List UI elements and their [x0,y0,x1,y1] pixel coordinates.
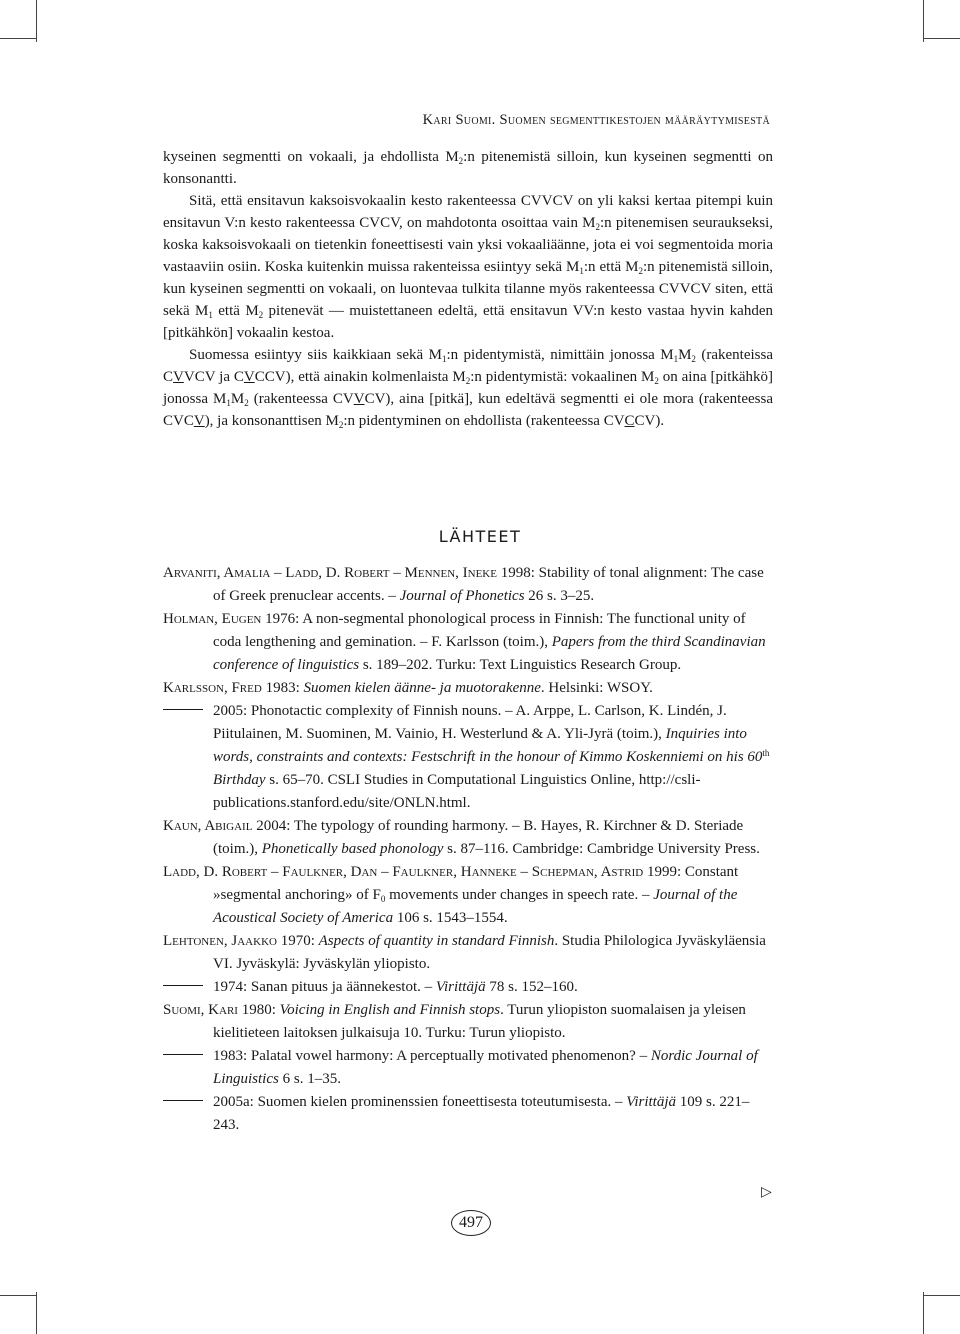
reference-list [163,562,773,1137]
ditto-dash [163,1100,203,1101]
crop-mark [923,0,924,42]
reference-entry: Arvaniti, Amalia – Ladd, D. Robert – Mennen, Ineke 1998: Stability of tonal alignment: The case of Greek prenuclear accents. – Journal of Phonetics 26 s. 3–25. [163,565,764,604]
reference-title: Voicing in English and Finnish stops [279,1002,501,1018]
reference-title: Inquiries into words, constraints and contexts: Festschrift in the honour of Kimmo Koskenniemi on his 60 [213,726,763,765]
references-heading: LÄHTEET [438,527,522,546]
page-number: 497 [451,1210,491,1236]
paragraph: Sitä, että ensitavun kaksoisvokaalin kesto rakenteessa CVVCV on yli kaksi kertaa pitempi kuin ensitavun V:n kesto rakenteessa CVCV, on mahdotonta osoittaa vain $M_2:n$ pitenemisen seuraukseksi, koska kaksoisvokaali on tietenkin foneettisesti vain yksi vokaaliäänne, jota ei voi segmentoida moria vastaaviin osiin. Koska kuitenkin muissa rakenteissa esiintyy sekä $M_1:n$ että $M_2:n$ pitenemistä silloin, kun kyseinen segmentti on vokaali, on luontevaa tulkita tilanne myös rakenteessa CVVCV siten, että sekä $M_1$ että $M_2$ pitenevät — muistettaneen edeltä, että ensitavun VV:n kesto vastaa hyvin kahden [pitkähkön] vokaalin kestoa. [163,193,774,341]
crop-mark [36,1292,37,1334]
crop-mark [923,1292,924,1334]
reference-entry: 2005a: Suomen kielen prominenssien foneettisesta toteutumisesta. – Virittäjä 109 s. 221–243. [163,1091,773,1137]
running-head: Kari Suomi. Suomen segmenttikestojen määräytymisestä [422,112,770,128]
reference-author: Arvaniti, Amalia – Ladd, D. Robert – Mennen, Ineke [163,565,497,581]
crop-mark [924,38,960,39]
reference-author: Karlsson, Fred [163,680,262,696]
next-page-arrow-icon: ▷ [761,1185,772,1200]
crop-mark [0,1295,36,1296]
reference-title: Papers from the third Scandinavian conference of linguistics [213,634,766,673]
reference-title: Journal of the Acoustical Society of America [213,887,738,926]
reference-entry: Ladd, D. Robert – Faulkner, Dan – Faulkner, Hanneke – Schepman, Astrid 1999: Constant »segmental anchoring» of $F_0$ movements under changes in speech rate. – Journal of the Acoustical Society of America 106 s. 1543–1554. [163,864,739,926]
reference-entry: Suomi, Kari 1980: Voicing in English and Finnish stops. Turun yliopiston suomalaisen ja yleisen kielitieteen laitoksen julkaisuja 10. Turku: Turun yliopisto. [163,1002,746,1041]
paragraph: kyseinen segmentti on vokaali, ja ehdollista $M_2:n$ pitenemistä silloin, kun kyseinen segmentti on konsonantti. [163,149,773,187]
reference-author: Kaun, Abigail [163,818,253,834]
reference-entry: Karlsson, Fred 1983: Suomen kielen äänne- ja muotorakenne. Helsinki: WSOY. [163,680,653,696]
reference-title: Virittäjä [626,1094,676,1110]
reference-title: Nordic Journal of Linguistics [213,1048,758,1087]
reference-entry: 2005: Phonotactic complexity of Finnish nouns. – A. Arppe, L. Carlson, K. Lindén, J. Piitulainen, M. Suominen, M. Vainio, H. Westerlund & A. Yli-Jyrä (toim.), Inquiries into words, constraints and contexts: Festschrift in the honour of Kimmo Koskenniemi on his 60th Birthday s. 65–70. CSLI Studies in Computational Linguistics Online, http://csli-publications.stanford.edu/site/ONLN.html. [163,700,773,815]
reference-title: Virittäjä [435,979,486,995]
ditto-dash [163,709,203,710]
reference-entry: Kaun, Abigail 2004: The typology of rounding harmony. – B. Hayes, R. Kirchner & D. Steriade (toim.), Phonetically based phonology s. 87–116. Cambridge: Cambridge University Press. [163,818,760,857]
reference-entry: 1974: Sanan pituus ja äännekestot. – Virittäjä 78 s. 152–160. [163,976,773,999]
reference-entry: Lehtonen, Jaakko 1970: Aspects of quantity in standard Finnish. Studia Philologica Jyväskyläensia VI. Jyväskylä: Jyväskylän yliopisto. [163,933,766,972]
reference-author: Ladd, D. Robert – Faulkner, Dan – Faulkner, Hanneke – Schepman, Astrid [163,864,644,880]
reference-author: Holman, Eugen [163,611,262,627]
reference-title: Aspects of quantity in standard Finnish [318,933,555,949]
reference-title: Suomen kielen äänne- ja muotorakenne [303,680,541,696]
reference-entry: 1983: Palatal vowel harmony: A perceptually motivated phenomenon? – Nordic Journal of Linguistics 6 s. 1–35. [163,1045,773,1091]
body-text [163,146,773,432]
ditto-dash [163,1054,203,1055]
reference-title: Journal of Phonetics [399,588,525,604]
reference-author: Suomi, Kari [163,1002,238,1018]
reference-entry: Holman, Eugen 1976: A non-segmental phonological process in Finnish: The functional unity of coda lengthening and gemination. – F. Karlsson (toim.), Papers from the third Scandinavian conference of linguistics s. 189–202. Turku: Text Linguistics Research Group. [163,611,766,673]
crop-mark [0,38,36,39]
reference-author: Lehtonen, Jaakko [163,933,277,949]
ditto-dash [163,985,203,986]
reference-title: Phonetically based phonology [261,841,444,857]
crop-mark [36,0,37,42]
crop-mark [924,1295,960,1296]
paragraph: Suomessa esiintyy siis kaikkiaan sekä $M_1:n$ pidentymistä, nimittäin jonossa $M_1M_2$ (rakenteissa CVVCV ja CVCCV), että ainakin kolmenlaista $M_2:n$ pidentymistä: vokaalinen $M_2$ on aina [pitkähkö] jonossa $M_1M_2$ (rakenteessa CVVCV), aina [pitkä], kun edeltävä segmentti ei ole mora (rakenteessa CVCV), ja konsonanttisen $M_2:n$ pidentyminen on ehdollista (rakenteessa CVCCV). [163,347,773,430]
